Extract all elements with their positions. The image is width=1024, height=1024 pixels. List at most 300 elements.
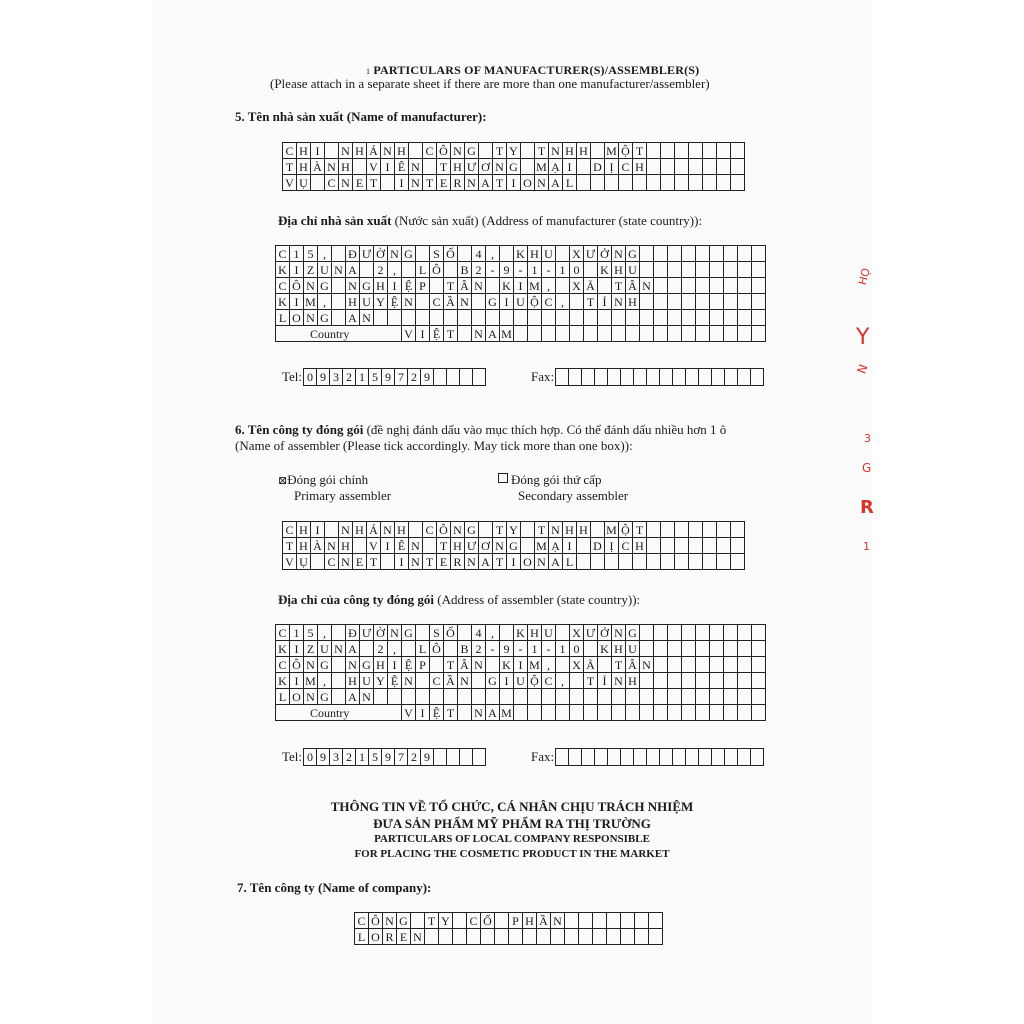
grid-cell	[500, 625, 514, 641]
grid-cell: U	[542, 625, 556, 641]
grid-cell: P	[509, 913, 523, 929]
grid-cell	[577, 175, 591, 191]
grid-cell: N	[549, 143, 563, 159]
grid-cell: -	[542, 641, 556, 657]
grid-cell	[388, 689, 402, 705]
grid-cell: ,	[556, 294, 570, 310]
grid-cell: N	[409, 554, 423, 570]
digit-cell: 9	[316, 368, 330, 386]
country-row	[276, 326, 766, 342]
grid-cell: A	[549, 554, 563, 570]
grid-cell	[647, 159, 661, 175]
grid-cell	[752, 294, 766, 310]
grid-cell	[738, 641, 752, 657]
grid-cell: K	[500, 278, 514, 294]
grid-cell: G	[507, 159, 521, 175]
digit-cell: 2	[342, 748, 356, 766]
grid-cell	[381, 175, 395, 191]
grid-cell	[584, 641, 598, 657]
digit-cell	[433, 748, 447, 766]
grid-cell: Ỉ	[598, 673, 612, 689]
grid-cell: T	[425, 913, 439, 929]
grid-cell	[500, 310, 514, 326]
grid-row	[276, 673, 766, 689]
grid-cell: C	[619, 538, 633, 554]
grid-cell: I	[388, 657, 402, 673]
grid-cell	[689, 554, 703, 570]
country-cell	[556, 326, 570, 342]
secondary-assembler-checkbox[interactable]	[498, 473, 508, 483]
grid-cell	[738, 310, 752, 326]
digit-cell: 1	[355, 368, 369, 386]
grid-cell: Ô	[437, 143, 451, 159]
grid-cell: 1	[528, 262, 542, 278]
stamp-fragment-5: G	[862, 461, 872, 475]
grid-row	[283, 554, 745, 570]
grid-cell	[647, 522, 661, 538]
digit-cell	[659, 368, 673, 386]
grid-cell	[640, 625, 654, 641]
grid-cell: Ờ	[374, 625, 388, 641]
grid-cell: 2	[374, 262, 388, 278]
digit-cell: 9	[316, 748, 330, 766]
grid-cell: E	[437, 554, 451, 570]
grid-cell: N	[535, 554, 549, 570]
grid-cell	[495, 913, 509, 929]
grid-cell: N	[332, 641, 346, 657]
country-cell	[556, 705, 570, 721]
country-cell	[612, 326, 626, 342]
country-cell	[640, 326, 654, 342]
grid-cell: H	[563, 522, 577, 538]
grid-cell: C	[276, 278, 290, 294]
grid-cell	[472, 310, 486, 326]
grid-cell	[409, 522, 423, 538]
country-cell	[514, 326, 528, 342]
grid-cell	[612, 689, 626, 705]
grid-cell	[682, 262, 696, 278]
grid-cell: N	[551, 913, 565, 929]
country-row	[276, 705, 766, 721]
country-cell: T	[444, 326, 458, 342]
grid-cell	[495, 929, 509, 945]
country-cell: V	[402, 705, 416, 721]
grid-cell	[640, 246, 654, 262]
primary-assembler-option[interactable]: ⊠Đóng gói chính	[278, 472, 369, 487]
grid-cell: L	[563, 554, 577, 570]
grid-cell: K	[276, 262, 290, 278]
grid-cell: M	[529, 657, 540, 672]
grid-cell	[591, 522, 605, 538]
grid-cell	[661, 538, 675, 554]
grid-cell	[556, 246, 570, 262]
grid-cell	[591, 175, 605, 191]
grid-cell	[696, 262, 710, 278]
grid-cell	[752, 689, 766, 705]
grid-cell	[409, 143, 423, 159]
grid-cell	[570, 310, 584, 326]
grid-cell	[654, 262, 668, 278]
grid-cell: Ê	[395, 538, 409, 554]
country-cell	[696, 326, 710, 342]
grid-cell: K	[514, 625, 528, 641]
local-title-vi-1: THÔNG TIN VỀ TỔ CHỨC, CÁ NHÂN CHỊU TRÁCH NHIỆM	[330, 799, 694, 814]
grid-cell: I	[381, 159, 395, 175]
s6-name-grid	[282, 521, 745, 570]
grid-cell	[374, 689, 388, 705]
grid-cell: Ệ	[388, 673, 402, 689]
grid-cell: N	[451, 143, 465, 159]
digit-cell	[472, 748, 486, 766]
grid-cell	[479, 522, 493, 538]
grid-cell: C	[276, 657, 290, 673]
grid-cell	[752, 246, 766, 262]
grid-row	[355, 913, 663, 929]
grid-cell: Ố	[444, 246, 458, 262]
digit-cell	[446, 748, 460, 766]
grid-cell	[591, 554, 605, 570]
digit-cell	[433, 368, 447, 386]
digit-cell	[659, 748, 673, 766]
digit-cell	[581, 368, 595, 386]
grid-cell	[724, 294, 738, 310]
grid-cell: ,	[318, 673, 332, 689]
grid-cell: Ư	[360, 246, 374, 262]
grid-cell: T	[283, 159, 297, 175]
grid-cell	[579, 913, 593, 929]
grid-cell: E	[437, 175, 451, 191]
grid-cell	[689, 159, 703, 175]
grid-cell	[621, 913, 635, 929]
grid-cell: I	[507, 175, 521, 191]
grid-cell	[579, 929, 593, 945]
s6-address-grid	[275, 624, 766, 721]
grid-cell: C	[430, 673, 444, 689]
grid-cell: I	[395, 175, 409, 191]
grid-cell	[423, 538, 437, 554]
grid-cell: N	[612, 294, 626, 310]
country-cell: M	[501, 705, 512, 720]
grid-cell: ,	[388, 262, 402, 278]
grid-cell: N	[465, 554, 479, 570]
country-cell	[682, 705, 696, 721]
grid-cell: 2	[472, 262, 486, 278]
primary-assembler-checkbox[interactable]: ⊠	[278, 475, 288, 487]
grid-cell	[654, 641, 668, 657]
grid-cell: À	[311, 159, 325, 175]
grid-cell: Ờ	[374, 246, 388, 262]
grid-cell	[654, 310, 668, 326]
grid-cell: K	[598, 262, 612, 278]
grid-cell	[731, 538, 745, 554]
grid-cell	[640, 262, 654, 278]
local-title-en-2: FOR PLACING THE COSMETIC PRODUCT IN THE MARKET	[354, 848, 670, 860]
grid-cell: O	[290, 689, 304, 705]
grid-cell: 0	[570, 262, 584, 278]
grid-cell	[593, 929, 607, 945]
grid-cell	[444, 689, 458, 705]
grid-cell	[710, 246, 724, 262]
grid-cell: N	[339, 522, 353, 538]
grid-cell	[710, 673, 724, 689]
s6-fax-field: Fax:	[531, 748, 764, 766]
grid-cell	[353, 538, 367, 554]
grid-cell	[416, 294, 430, 310]
grid-cell	[710, 294, 724, 310]
grid-cell	[402, 262, 416, 278]
grid-cell: T	[444, 657, 458, 673]
grid-cell: I	[500, 294, 514, 310]
grid-cell: I	[563, 538, 577, 554]
grid-cell	[416, 625, 430, 641]
grid-cell	[668, 278, 682, 294]
grid-cell: Ệ	[402, 657, 416, 673]
country-cell	[542, 326, 556, 342]
grid-cell	[444, 262, 458, 278]
digit-cell	[646, 368, 660, 386]
digit-cell: 9	[420, 748, 434, 766]
grid-cell: H	[528, 246, 542, 262]
grid-cell: Đ	[346, 246, 360, 262]
digit-cell	[750, 368, 764, 386]
country-cell	[654, 326, 668, 342]
grid-cell	[752, 262, 766, 278]
digit-cell: 1	[355, 748, 369, 766]
digit-cell	[685, 748, 699, 766]
grid-cell: H	[297, 538, 311, 554]
grid-cell	[430, 689, 444, 705]
grid-cell	[647, 175, 661, 191]
digit-cell	[620, 368, 634, 386]
grid-cell: O	[521, 175, 535, 191]
country-cell: T	[444, 705, 458, 721]
grid-cell: Ô	[290, 657, 304, 673]
grid-cell: G	[486, 294, 500, 310]
grid-cell: N	[304, 310, 318, 326]
grid-cell	[423, 159, 437, 175]
grid-cell: Ơ	[479, 159, 493, 175]
grid-cell	[738, 246, 752, 262]
digit-cell	[711, 748, 725, 766]
grid-cell: Ạ	[549, 159, 563, 175]
grid-cell	[521, 143, 535, 159]
digit-cell: 3	[329, 368, 343, 386]
grid-cell	[598, 689, 612, 705]
grid-cell	[696, 673, 710, 689]
grid-cell: ,	[486, 625, 500, 641]
digit-cell	[620, 748, 634, 766]
grid-cell	[360, 641, 374, 657]
grid-cell	[682, 673, 696, 689]
grid-cell: C	[423, 143, 437, 159]
grid-cell	[521, 159, 535, 175]
grid-cell	[486, 310, 500, 326]
grid-cell: H	[374, 657, 388, 673]
grid-cell	[467, 929, 481, 945]
grid-cell: K	[598, 641, 612, 657]
grid-cell	[661, 554, 675, 570]
s5-address-grid	[275, 245, 766, 342]
digit-cell	[607, 368, 621, 386]
grid-cell: U	[626, 262, 640, 278]
grid-cell	[635, 929, 649, 945]
s5-name-grid	[282, 142, 745, 191]
grid-cell: N	[409, 175, 423, 191]
grid-cell: Y	[507, 143, 521, 159]
digit-cell	[555, 368, 569, 386]
grid-cell	[682, 310, 696, 326]
grid-cell: Ụ	[297, 554, 311, 570]
grid-cell	[654, 689, 668, 705]
s6-label: 6. Tên công ty đóng gói (đề nghị đánh dấu vào mục thích hợp. Có thể đánh dấu nhiều hơn 1 ô	[235, 422, 727, 437]
secondary-assembler-option[interactable]: Đóng gói thứ cấp	[498, 472, 601, 488]
digit-cell: 2	[342, 368, 356, 386]
grid-cell	[682, 246, 696, 262]
grid-cell: Ô	[369, 913, 383, 929]
grid-cell: D	[591, 538, 605, 554]
digit-cell	[568, 368, 582, 386]
grid-cell: ,	[318, 294, 332, 310]
grid-cell	[332, 294, 346, 310]
grid-cell	[556, 310, 570, 326]
grid-cell: ,	[388, 641, 402, 657]
grid-cell: Ở	[598, 246, 612, 262]
grid-cell	[416, 673, 430, 689]
grid-cell: K	[276, 294, 290, 310]
grid-cell	[500, 689, 514, 705]
grid-cell: Ố	[444, 625, 458, 641]
digit-cell: 9	[420, 368, 434, 386]
grid-cell	[570, 294, 584, 310]
grid-cell	[640, 673, 654, 689]
grid-cell	[710, 641, 724, 657]
grid-cell: N	[535, 175, 549, 191]
grid-cell	[668, 657, 682, 673]
grid-cell	[675, 554, 689, 570]
grid-cell	[416, 310, 430, 326]
grid-cell	[738, 262, 752, 278]
country-cell: I	[416, 705, 430, 721]
grid-cell: Ộ	[528, 294, 542, 310]
grid-cell: Z	[304, 262, 318, 278]
grid-cell: Ộ	[619, 522, 633, 538]
grid-cell: G	[507, 538, 521, 554]
grid-cell: O	[369, 929, 383, 945]
grid-cell	[521, 522, 535, 538]
grid-cell: T	[535, 522, 549, 538]
grid-cell: M	[536, 159, 547, 174]
digit-cell	[459, 368, 473, 386]
grid-cell: A	[346, 310, 360, 326]
digit-cell	[750, 748, 764, 766]
grid-cell	[570, 673, 584, 689]
grid-cell	[402, 641, 416, 657]
grid-row	[283, 175, 745, 191]
grid-cell: M	[606, 143, 617, 158]
grid-cell	[668, 673, 682, 689]
grid-cell	[633, 175, 647, 191]
grid-cell	[523, 929, 537, 945]
grid-cell	[682, 689, 696, 705]
grid-cell	[332, 246, 346, 262]
country-cell	[738, 326, 752, 342]
grid-cell	[710, 278, 724, 294]
grid-cell	[416, 689, 430, 705]
grid-cell: T	[584, 673, 598, 689]
grid-cell: G	[318, 657, 332, 673]
grid-cell: ,	[486, 246, 500, 262]
digit-cell: 2	[407, 368, 421, 386]
grid-cell	[668, 625, 682, 641]
grid-cell: N	[339, 554, 353, 570]
grid-cell	[752, 641, 766, 657]
grid-cell	[649, 929, 663, 945]
grid-cell: H	[346, 673, 360, 689]
s6-address-label: Địa chỉ của công ty đóng gói (Address of assembler (state country)):	[278, 592, 641, 607]
grid-cell: Z	[304, 641, 318, 657]
grid-cell: 1	[290, 246, 304, 262]
country-cell	[738, 705, 752, 721]
grid-cell: I	[290, 673, 304, 689]
grid-cell	[696, 294, 710, 310]
grid-cell: ,	[556, 673, 570, 689]
grid-cell	[647, 143, 661, 159]
grid-cell: N	[381, 522, 395, 538]
grid-cell	[696, 641, 710, 657]
grid-cell: C	[619, 159, 633, 175]
footnote-marker: 1	[366, 67, 371, 76]
grid-cell: ,	[542, 278, 556, 294]
grid-cell: N	[304, 689, 318, 705]
country-cell: A	[486, 326, 500, 342]
grid-cell: L	[355, 929, 369, 945]
digit-cell: 5	[368, 368, 382, 386]
grid-cell	[738, 657, 752, 673]
grid-cell: L	[416, 641, 430, 657]
grid-cell	[654, 673, 668, 689]
grid-cell	[696, 625, 710, 641]
grid-cell: N	[493, 159, 507, 175]
grid-cell	[388, 310, 402, 326]
grid-cell: N	[388, 246, 402, 262]
grid-row	[276, 625, 766, 641]
grid-cell: M	[305, 294, 316, 309]
grid-cell: Ô	[430, 262, 444, 278]
grid-cell	[731, 522, 745, 538]
grid-cell	[472, 294, 486, 310]
grid-cell: A	[346, 262, 360, 278]
grid-cell	[542, 310, 556, 326]
grid-cell: I	[311, 522, 325, 538]
grid-cell: N	[458, 294, 472, 310]
grid-cell	[640, 689, 654, 705]
grid-cell	[332, 689, 346, 705]
grid-cell: A	[479, 175, 493, 191]
grid-cell: T	[423, 554, 437, 570]
grid-cell: ,	[318, 246, 332, 262]
grid-cell	[710, 310, 724, 326]
grid-cell	[472, 689, 486, 705]
grid-cell: G	[402, 246, 416, 262]
grid-cell: Ư	[584, 625, 598, 641]
grid-cell	[752, 625, 766, 641]
grid-cell: N	[383, 913, 397, 929]
grid-cell: H	[374, 278, 388, 294]
grid-cell: Ư	[584, 246, 598, 262]
grid-cell: Ư	[465, 538, 479, 554]
country-cell	[528, 326, 542, 342]
country-cell	[458, 705, 472, 721]
